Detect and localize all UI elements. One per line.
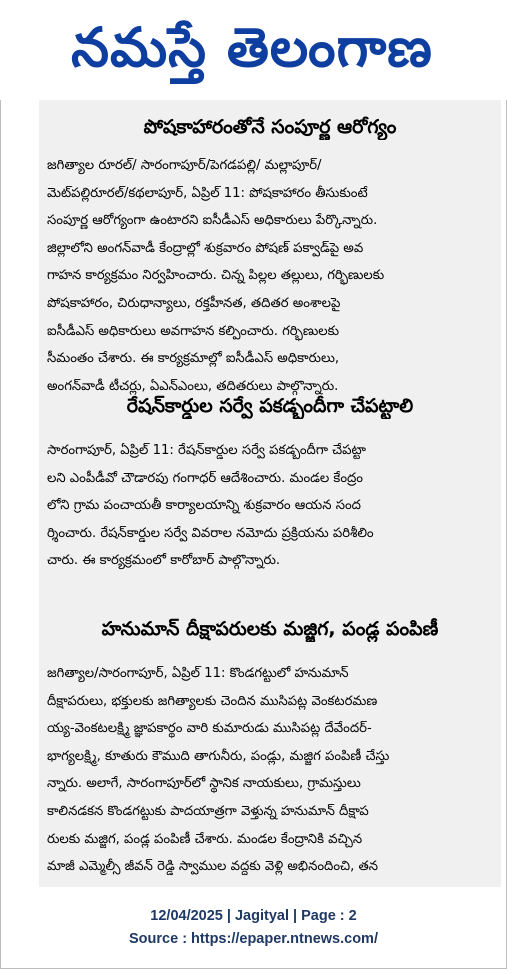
- body-line: ర్శించారు. రేషన్‌కార్డుల సర్వే వివరాల నమోదు ప్రక్రియను పరిశీలిం: [47, 525, 374, 541]
- article-body: [39, 660, 501, 881]
- masthead: [0, 0, 507, 100]
- body-line: గాహన కార్యక్రమం నిర్వహించారు. చిన్న పిల్లల తల్లులు, గర్భిణులకు: [47, 268, 385, 284]
- body-line: రులకు మజ్జిగ, పండ్ల పంపిణీ చేశారు. మండల కేంద్రానికి వచ్చిన: [47, 831, 363, 847]
- article-headline: పోషకాహారంతోనే సంపూర్ణ ఆరోగ్యం: [143, 116, 397, 138]
- footer-date-line: 12/04/2025 | Jagityal | Page : 2: [150, 908, 357, 924]
- body-line: లోని గ్రామ పంచాయతీ కార్యాలయాన్ని శుక్రవారం ఆయన సంద: [47, 498, 361, 514]
- body-line: న్నారు. అలాగే, సారంగాపూర్‌లో స్థానిక నాయకులు, గ్రామస్తులు: [47, 776, 361, 792]
- article-1: [39, 114, 501, 400]
- body-line: సీమంతం చేశారు. ఈ కార్యక్రమాల్లో ఐసీడీఎస్ అధికారులు,: [47, 351, 340, 367]
- body-line: కాలినడకన కొండగట్టుకు పాదయాత్రగా వెళ్తున్న హనుమాన్ దీక్షాప: [47, 803, 369, 819]
- article-2: [39, 393, 501, 575]
- body-line: చారు. ఈ కార్యక్రమంలో కారోబార్ పాల్గొన్నారు.: [47, 553, 281, 569]
- article-headline: రేషన్‌కార్డుల సర్వే పకడ్బందీగా చేపట్టాలి: [126, 395, 414, 417]
- body-line: భాగ్యలక్ష్మి, కూతురు కౌముది తాగునీరు, పండ్లు, మజ్జిగ పంపిణీ చేస్తు: [47, 748, 390, 764]
- body-line: జగిత్యాల/సారంగాపూర్, ఏప్రిల్ 11: కొండగట్టులో హనుమాన్: [47, 666, 349, 681]
- footer-source-line: Source : https://epaper.ntnews.com/: [129, 931, 378, 947]
- article-body: [39, 152, 501, 400]
- body-line: పోషకాహారం, చిరుధాన్యాలు, రక్తహీనత, తదితర అంశాలపై: [47, 295, 341, 311]
- body-line: జగిత్యాల రూరల్/ సారంగాపూర్/పెగడపల్లి/ మల్లాపూర్/: [47, 158, 322, 173]
- body-line: లని ఎంపీడీవో చౌడారపు గంగాధర్ ఆదేశించారు. మండల కేంద్రం: [47, 470, 363, 486]
- body-line: అంగన్‌వాడీ టీచర్లు, ఏఎన్‌ఎంలు, తదితరులు పాల్గొన్నారు.: [47, 378, 339, 394]
- body-line: మెట్‌పల్లిరూరల్/కథలాపూర్, ఏప్రిల్ 11: పోషకాహారం తీసుకుంటే: [47, 185, 368, 201]
- news-clipping: [39, 100, 501, 887]
- article-headline: హనుమాన్ దీక్షాపరులకు మజ్జిగ, పండ్ల పంపిణీ: [101, 618, 439, 640]
- body-line: దీక్షాపరులు, భక్తులకు జగిత్యాలకు చెందిన ముసిపట్ల వెంకటరమణ: [47, 693, 378, 709]
- body-line: మాజీ ఎమ్మెల్సీ జీవన్ రెడ్డి స్వాముల వద్దకు వెళ్లి అభినందించి, తన: [47, 859, 379, 875]
- body-line: సంపూర్ణ ఆరోగ్యంగా ఉంటారని ఐసీడీఎస్ అధికారులు పేర్కొన్నారు.: [47, 213, 378, 229]
- body-line: జిల్లాలోని అంగన్‌వాడీ కేంద్రాల్లో శుక్రవారం పోషణ్ పక్వాడ్‌పై అవ: [47, 240, 364, 256]
- masthead-title: నమస్తే తెలంగాణ: [71, 15, 433, 79]
- article-body: [39, 437, 501, 575]
- body-line: య్య-వెంకటలక్ష్మి జ్ఞాపకార్థం వారి కుమారుడు ముసిపట్ల దేవేందర్-: [47, 721, 372, 737]
- body-line: ఐసీడీఎస్ అధికారులు అవగాహన కల్పించారు. గర్భిణులకు: [47, 323, 340, 339]
- body-line: సారంగాపూర్, ఏప్రిల్ 11: రేషన్‌కార్డుల సర్వే పకడ్బందీగా చేపట్టా: [47, 443, 366, 458]
- article-3: [39, 616, 501, 881]
